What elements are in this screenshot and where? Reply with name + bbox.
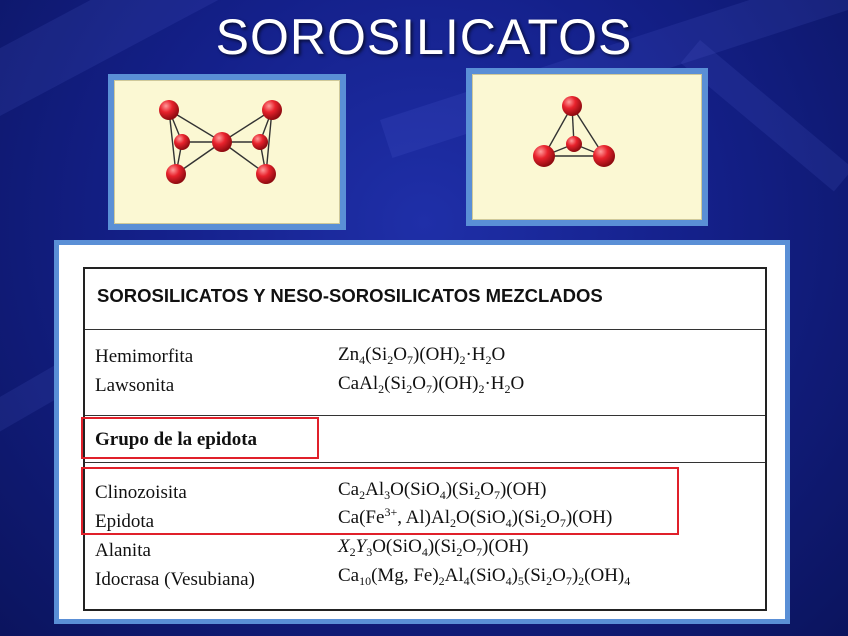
mineral-formula: $CaAl_2(Si_2O_7)(OH)_2\cdot H_2O$ [338,373,525,396]
divider [85,329,765,330]
mineral-table [83,267,767,611]
epidote-rows-highlight [81,467,679,535]
mineral-name: Hemimorfita [95,346,194,367]
mineral-formula: $Ca_{10}(Mg$, $Fe)_2Al_4(SiO_4)_5(Si_2O_7)_2(OH)_4$ [338,565,631,588]
mineral-name: Idocrasa (Vesubiana) [95,569,255,590]
sorosilicate-double-tetrahedron-icon [114,80,340,224]
group-label: Grupo de la epidota [95,429,258,450]
molecule-panel [472,74,702,220]
tetrahedron-figure [466,68,708,226]
sorosilicate-figure [108,74,346,230]
mineral-formula: $Zn_4(Si_2O_7)(OH)_2\cdot H_2O$ [338,344,506,367]
oxygen-atom [262,100,282,120]
group-label-highlight [81,417,319,459]
mineral-name: Epidota [95,511,155,532]
mineral-formula: $X_2Y_3O(SiO_4)(Si_2O_7)(OH)$ [338,536,529,559]
oxygen-atom [166,164,186,184]
divider [85,462,765,463]
mineral-name: Lawsonita [95,375,175,396]
oxygen-atom [533,145,555,167]
bridging-oxygen-atom [212,132,232,152]
oxygen-atom [566,136,582,152]
tetrahedron-icon [472,74,702,220]
mineral-formula: $Ca(Fe^{3+}$, $Al)Al_2O(SiO_4)(Si_2O_7)(OH)$ [338,505,613,530]
oxygen-atom [159,100,179,120]
oxygen-atom [256,164,276,184]
oxygen-atom [252,134,268,150]
oxygen-atom [174,134,190,150]
table-header: SOROSILICATOS Y NESO-SOROSILICATOS MEZCLADOS [97,285,603,306]
table-paper [59,245,785,619]
mineral-name: Clinozoisita [95,482,187,503]
mineral-name: Alanita [95,540,151,561]
table-frame [54,240,790,624]
molecule-panel [114,80,340,224]
mineral-formula: $Ca_2Al_3O(SiO_4)(Si_2O_7)(OH)$ [338,479,547,502]
slide-title: SOROSILICATOS [215,9,633,65]
oxygen-atom [593,145,615,167]
oxygen-atom [562,96,582,116]
divider [85,415,765,416]
